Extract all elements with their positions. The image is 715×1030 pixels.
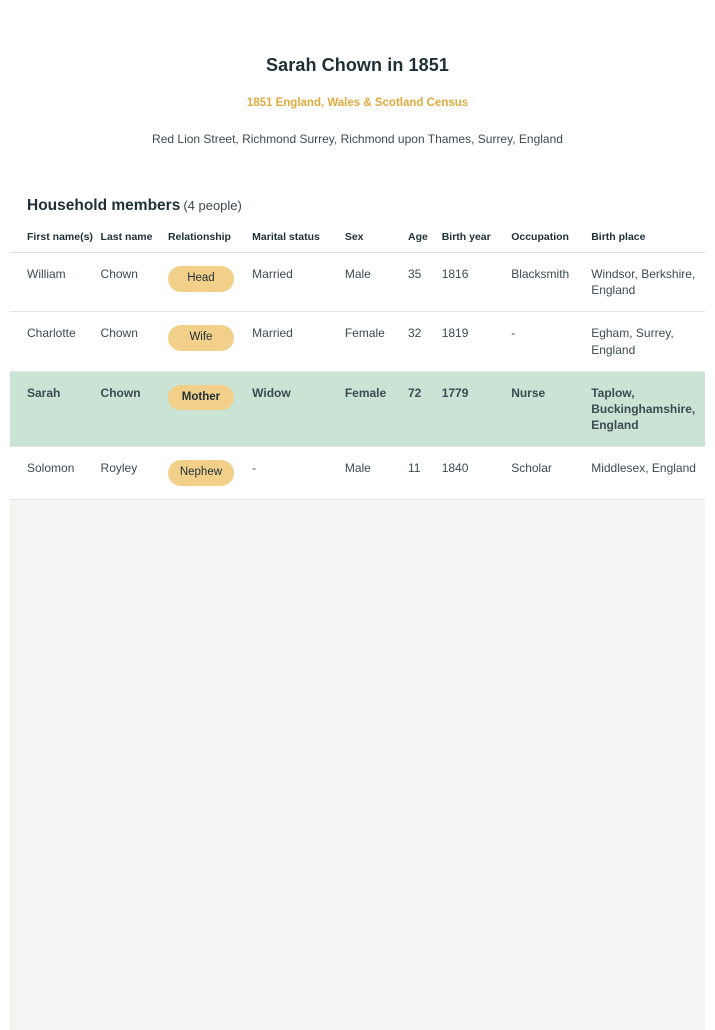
table-row[interactable] <box>10 253 705 312</box>
cell-sex: Male <box>345 253 408 312</box>
cell-marital-status: Married <box>252 253 345 312</box>
table-body <box>10 253 705 500</box>
cell-last-name: Royley <box>101 447 168 500</box>
household-count: (4 people) <box>183 198 242 213</box>
cell-birth-place: Windsor, Berkshire, England <box>591 253 705 312</box>
cell-birth-place: Middlesex, England <box>591 447 705 500</box>
table-row[interactable] <box>10 312 705 371</box>
cell-relationship <box>168 253 252 312</box>
relationship-badge: Head <box>168 266 234 292</box>
cell-birth-year: 1840 <box>442 447 512 500</box>
column-header-relationship: Relationship <box>168 215 252 253</box>
cell-age: 11 <box>408 447 442 500</box>
relationship-badge: Mother <box>168 385 234 411</box>
document-header <box>0 0 715 146</box>
record-collection-subtitle: 1851 England, Wales & Scotland Census <box>246 97 469 109</box>
cell-birth-year: 1816 <box>442 253 512 312</box>
cell-age: 72 <box>408 371 442 447</box>
cell-marital-status: - <box>252 447 345 500</box>
cell-marital-status: Married <box>252 312 345 371</box>
table-header-row <box>10 215 705 253</box>
household-panel-inner <box>10 173 705 1030</box>
household-members-table <box>10 215 705 500</box>
column-header-last-name: Last name <box>101 215 168 253</box>
cell-last-name: Chown <box>101 312 168 371</box>
cell-occupation: - <box>511 312 591 371</box>
column-header-birth-year: Birth year <box>442 215 512 253</box>
column-header-marital-status: Marital status <box>252 215 345 253</box>
cell-birth-year: 1779 <box>442 371 512 447</box>
cell-relationship <box>168 447 252 500</box>
table-row[interactable] <box>10 447 705 500</box>
cell-birth-place: Taplow, Buckinghamshire, England <box>591 371 705 447</box>
cell-first-name: Solomon <box>10 447 101 500</box>
column-header-occupation: Occupation <box>511 215 591 253</box>
record-location: Red Lion Street, Richmond Surrey, Richmond upon Thames, Surrey, England <box>152 132 563 146</box>
panel-empty-area <box>10 500 705 1030</box>
cell-first-name: William <box>10 253 101 312</box>
table-header <box>10 215 705 253</box>
cell-birth-place: Egham, Surrey, England <box>591 312 705 371</box>
cell-age: 35 <box>408 253 442 312</box>
cell-sex: Male <box>345 447 408 500</box>
household-title: Household members <box>27 197 181 214</box>
cell-relationship <box>168 312 252 371</box>
cell-first-name: Sarah <box>10 371 101 447</box>
cell-occupation: Nurse <box>511 371 591 447</box>
cell-last-name: Chown <box>101 253 168 312</box>
cell-relationship <box>168 371 252 447</box>
column-header-birth-place: Birth place <box>591 215 705 253</box>
cell-first-name: Charlotte <box>10 312 101 371</box>
relationship-badge: Wife <box>168 325 234 351</box>
cell-marital-status: Widow <box>252 371 345 447</box>
household-panel <box>10 173 705 1013</box>
cell-sex: Female <box>345 312 408 371</box>
column-header-age: Age <box>408 215 442 253</box>
cell-age: 32 <box>408 312 442 371</box>
cell-last-name: Chown <box>101 371 168 447</box>
table-row-highlighted[interactable] <box>10 371 705 447</box>
cell-occupation: Scholar <box>511 447 591 500</box>
cell-birth-year: 1819 <box>442 312 512 371</box>
column-header-sex: Sex <box>345 215 408 253</box>
household-header <box>10 173 705 215</box>
relationship-badge: Nephew <box>168 460 234 486</box>
cell-sex: Female <box>345 371 408 447</box>
cell-occupation: Blacksmith <box>511 253 591 312</box>
page-title: Sarah Chown in 1851 <box>266 55 449 75</box>
column-header-first-name: First name(s) <box>10 215 101 253</box>
